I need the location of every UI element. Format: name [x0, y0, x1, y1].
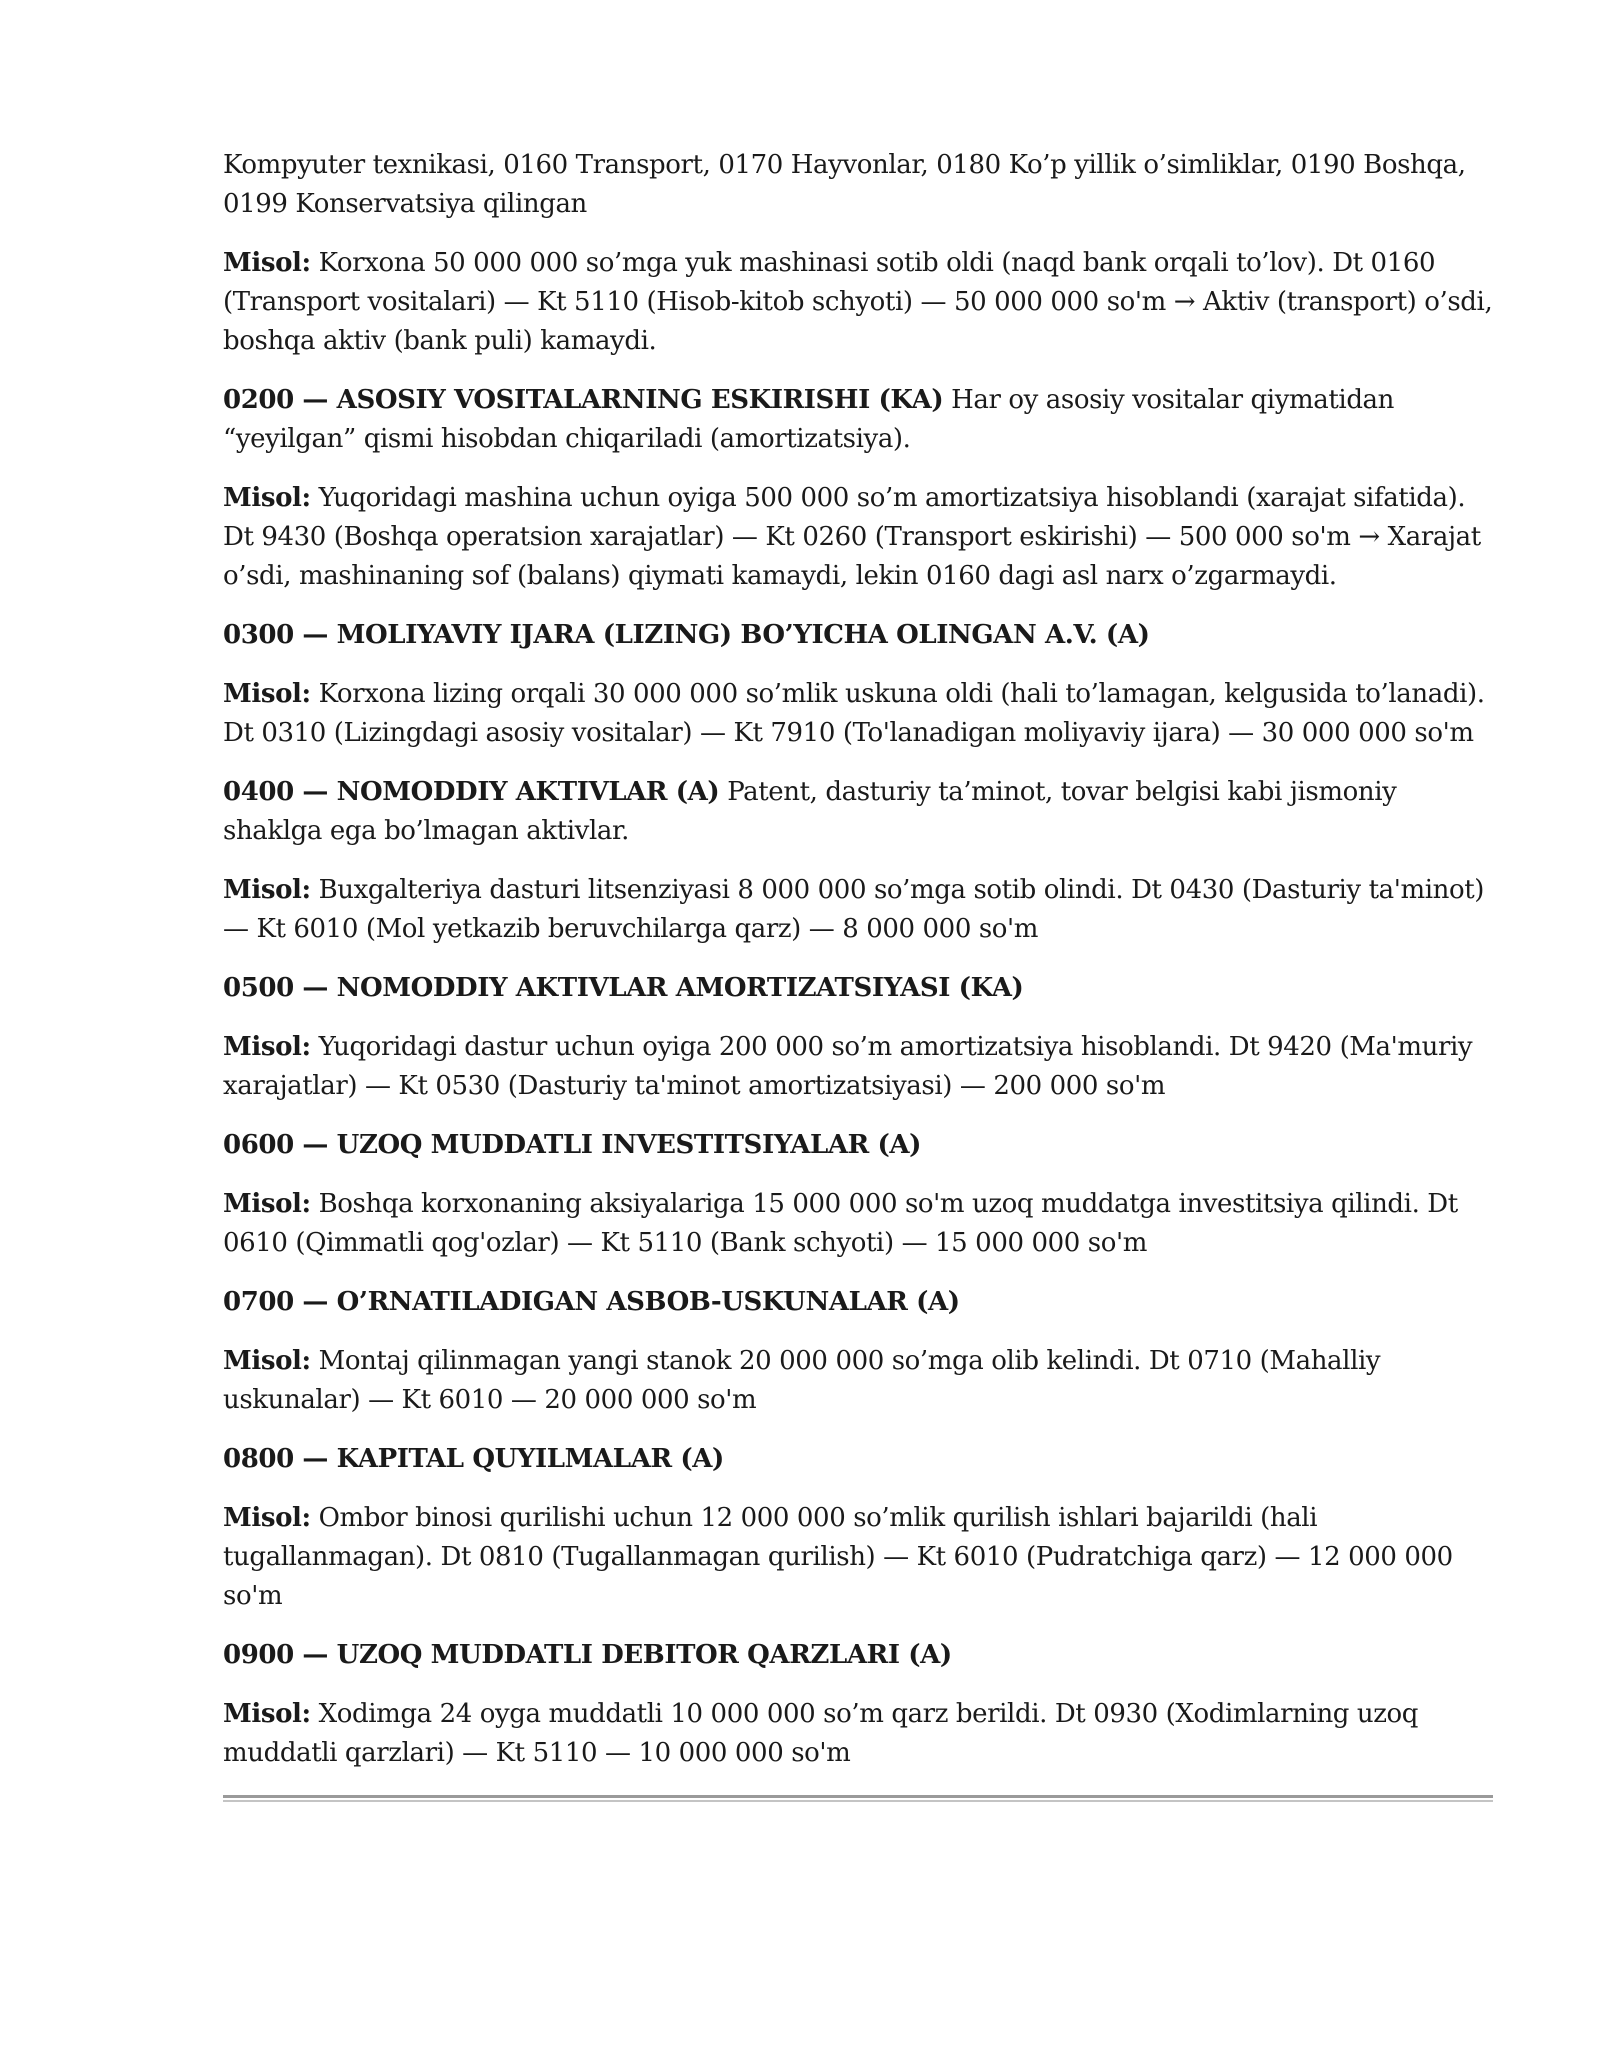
example-text: Montaj qilinmagan yangi stanok 20 000 000 so’mga olib kelindi. Dt 0710 (Mahalliy uskunalar) — Kt 6010 — 20 000 000 so'm — [223, 1346, 1381, 1415]
example-label: Misol: — [223, 1032, 311, 1062]
section-paragraph-0400 — [223, 773, 1493, 851]
example-text: Korxona 50 000 000 so’mga yuk mashinasi sotib oldi (naqd bank orqali to’lov). Dt 0160 (Transport vositalari) — Kt 5110 (Hisob-kitob schyoti) — 50 000 000 so'm → Aktiv (transport) o’sdi, boshqa aktiv (bank puli) kamaydi. — [223, 248, 1493, 356]
example-paragraph — [223, 1342, 1493, 1420]
example-text: Yuqoridagi dastur uchun oyiga 200 000 so’m amortizatsiya hisoblandi. Dt 9420 (Ma'muriy xarajatlar) — Kt 0530 (Dasturiy ta'minot amortizatsiyasi) — 200 000 so'm — [223, 1032, 1473, 1101]
section-heading: 0500 — NOMODDIY AKTIVLAR AMORTIZATSIYASI (KA) — [223, 973, 1024, 1003]
section-heading: 0300 — MOLIYAVIY IJARA (LIZING) BO’YICHA OLINGAN A.V. (A) — [223, 620, 1150, 650]
section-paragraph-0600 — [223, 1126, 1493, 1165]
example-text: Ombor binosi qurilishi uchun 12 000 000 so’mlik qurilish ishlari bajarildi (hali tugallanmagan). Dt 0810 (Tugallanmagan qurilish) — Kt 6010 (Pudratchiga qarz) — 12 000 000 so'm — [223, 1503, 1453, 1611]
section-heading: 0700 — O’RNATILADIGAN ASBOB-USKUNALAR (A) — [223, 1287, 960, 1317]
example-label: Misol: — [223, 1699, 311, 1729]
example-text: Yuqoridagi mashina uchun oyiga 500 000 so’m amortizatsiya hisoblandi (xarajat sifatida). Dt 9430 (Boshqa operatsion xarajatlar) — Kt 0260 (Transport eskirishi) — 500 000 so'm → Xarajat o’sdi, mashinaning sof (balans) qiymati kamaydi, lekin 0160 dagi asl narx o’zgarmaydi. — [223, 483, 1481, 591]
example-label: Misol: — [223, 1189, 311, 1219]
example-paragraph — [223, 479, 1493, 596]
example-paragraph — [223, 871, 1493, 949]
example-label: Misol: — [223, 1346, 311, 1376]
example-paragraph — [223, 1695, 1493, 1773]
section-description: Har oy asosiy vositalar qiymatidan “yeyilgan” qismi hisobdan chiqariladi (amortizatsiya). — [223, 385, 1395, 454]
example-label: Misol: — [223, 875, 311, 905]
section-heading: 0600 — UZOQ MUDDATLI INVESTITSIYALAR (A) — [223, 1130, 922, 1160]
example-paragraph — [223, 244, 1493, 361]
document-page — [223, 146, 1493, 1802]
example-text: Korxona lizing orqali 30 000 000 so’mlik uskuna oldi (hali to’lamagan, kelgusida to’lanadi). Dt 0310 (Lizingdagi asosiy vositalar) — Kt 7910 (To'lanadigan moliyaviy ijara) — 30 000 000 so'm — [223, 679, 1485, 748]
example-paragraph — [223, 1028, 1493, 1106]
example-label: Misol: — [223, 1503, 311, 1533]
section-paragraph-0300 — [223, 616, 1493, 655]
section-paragraph-0700 — [223, 1283, 1493, 1322]
example-label: Misol: — [223, 483, 311, 513]
section-heading: 0900 — UZOQ MUDDATLI DEBITOR QARZLARI (A) — [223, 1640, 952, 1670]
example-text: Xodimga 24 oyga muddatli 10 000 000 so’m qarz berildi. Dt 0930 (Xodimlarning uzoq muddatli qarzlari) — Kt 5110 — 10 000 000 so'm — [223, 1699, 1419, 1768]
example-label: Misol: — [223, 248, 311, 278]
section-paragraph-0200 — [223, 381, 1493, 459]
example-paragraph — [223, 1185, 1493, 1263]
example-label: Misol: — [223, 679, 311, 709]
lead-paragraph: Kompyuter texnikasi, 0160 Transport, 0170 Hayvonlar, 0180 Ko’p yillik o’simliklar, 0190 Boshqa, 0199 Konservatsiya qilingan — [223, 150, 1466, 219]
example-paragraph — [223, 1499, 1493, 1616]
horizontal-rule-divider — [223, 1795, 1493, 1802]
example-paragraph — [223, 675, 1493, 753]
section-paragraph-0500 — [223, 969, 1493, 1008]
section-heading: 0400 — NOMODDIY AKTIVLAR (A) — [223, 777, 720, 807]
section-heading: 0200 — ASOSIY VOSITALARNING ESKIRISHI (KA) — [223, 385, 944, 415]
section-heading: 0800 — KAPITAL QUYILMALAR (A) — [223, 1444, 724, 1474]
example-text: Boshqa korxonaning aksiyalariga 15 000 000 so'm uzoq muddatga investitsiya qilindi. Dt 0610 (Qimmatli qog'ozlar) — Kt 5110 (Bank schyoti) — 15 000 000 so'm — [223, 1189, 1458, 1258]
section-paragraph-0900 — [223, 1636, 1493, 1675]
section-paragraph-0800 — [223, 1440, 1493, 1479]
section-description: Patent, dasturiy ta’minot, tovar belgisi kabi jismoniy shaklga ega bo’lmagan aktivlar. — [223, 777, 1397, 846]
example-text: Buxgalteriya dasturi litsenziyasi 8 000 000 so’mga sotib olindi. Dt 0430 (Dasturiy ta'minot) — Kt 6010 (Mol yetkazib beruvchilarga qarz) — 8 000 000 so'm — [223, 875, 1485, 944]
